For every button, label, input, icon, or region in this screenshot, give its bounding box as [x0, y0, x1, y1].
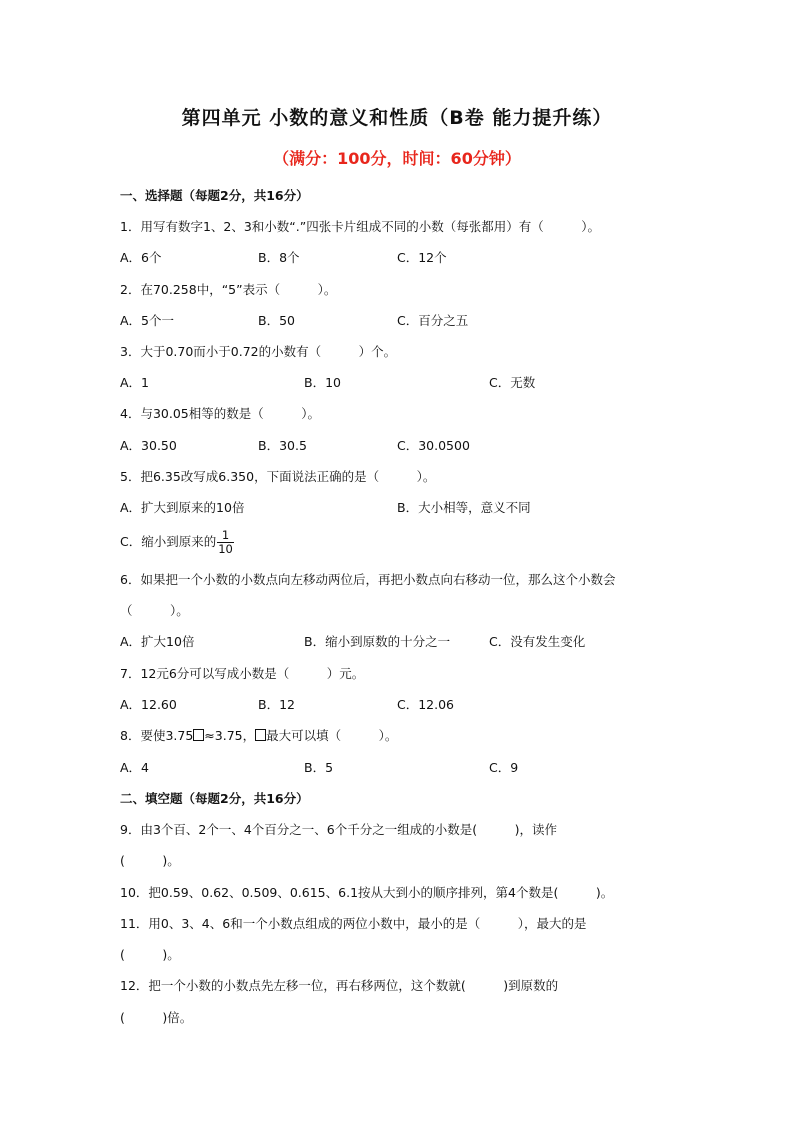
question-7: 7．12元6分可以写成小数是（ ）元。: [120, 666, 365, 681]
question-12-cont: ( )倍。: [120, 1010, 193, 1025]
q8-option-c: C．9: [489, 760, 519, 775]
q3-option-a: A．1: [120, 375, 150, 390]
question-5: 5．把6.35改写成6.350，下面说法正确的是（ ）。: [120, 469, 436, 484]
q2-option-a: A．5个一: [120, 313, 175, 328]
q5-option-a: A．扩大到原来的10倍: [120, 500, 245, 515]
q5-option-c: [120, 526, 234, 558]
q8-text-a: 8．要使3.75: [120, 728, 194, 743]
q2-option-b: B．50: [258, 313, 295, 328]
q8-option-a: A．4: [120, 760, 150, 775]
question-9-cont: ( )。: [120, 853, 180, 868]
q4-option-a: A．30.50: [120, 438, 177, 453]
q3-option-b: B．10: [304, 375, 341, 390]
q7-option-c: C．12.06: [397, 697, 455, 712]
question-2: 2．在70.258中，“5”表示（ ）。: [120, 282, 337, 297]
score-time-subtitle: （满分：100分，时间：60分钟）: [273, 149, 521, 168]
fraction-numerator: 1: [217, 529, 234, 543]
q2-option-c: C．百分之五: [397, 313, 469, 328]
question-1: 1．用写有数字1、2、3和小数“.”四张卡片组成不同的小数（每张都用）有（ ）。: [120, 219, 600, 234]
q8-option-b: B．5: [304, 760, 334, 775]
question-6-cont: （ ）。: [120, 603, 189, 618]
q1-option-b: B．8个: [258, 250, 300, 265]
page-title: 第四单元 小数的意义和性质（B卷 能力提升练）: [181, 107, 613, 129]
question-8: [120, 726, 397, 746]
q1-option-c: C．12个: [397, 250, 447, 265]
question-12: 12．把一个小数的小数点先左移一位，再右移两位，这个数就( )到原数的: [120, 978, 559, 993]
question-10: 10．把0.59、0.62、0.509、0.615、6.1按从大到小的顺序排列，第4个数是( )。: [120, 885, 614, 900]
q6-option-b: B．缩小到原数的十分之一: [304, 634, 451, 649]
q8-text-c: 最大可以填（ ）。: [266, 728, 398, 743]
q5-option-c-label: C．缩小到原来的: [120, 534, 217, 549]
question-3: 3．大于0.70而小于0.72的小数有（ ）个。: [120, 344, 397, 359]
q7-option-a: A．12.60: [120, 697, 177, 712]
q8-text-b: ≈3.75，: [204, 728, 256, 743]
section-heading-fill: 二、填空题（每题2分，共16分）: [120, 791, 309, 806]
question-11: 11．用0、3、4、6和一个小数点组成的两位小数中，最小的是（ ），最大的是: [120, 916, 587, 931]
blank-square-icon: [193, 729, 204, 741]
question-6: 6．如果把一个小数的小数点向左移动两位后，再把小数点向右移动一位，那么这个小数会: [120, 572, 616, 587]
section-heading-choice: 一、选择题（每题2分，共16分）: [120, 188, 309, 203]
q4-option-c: C．30.0500: [397, 438, 470, 453]
q4-option-b: B．30.5: [258, 438, 307, 453]
question-9: 9．由3个百、2个一、4个百分之一、6个千分之一组成的小数是( )，读作: [120, 822, 558, 837]
one-tenth-fraction: [217, 529, 234, 556]
question-4: 4．与30.05相等的数是（ ）。: [120, 406, 320, 421]
question-11-cont: ( )。: [120, 947, 180, 962]
q7-option-b: B．12: [258, 697, 295, 712]
q5-option-b: B．大小相等，意义不同: [397, 500, 531, 515]
fraction-denominator: 10: [218, 542, 233, 556]
q6-option-c: C．没有发生变化: [489, 634, 586, 649]
q1-option-a: A．6个: [120, 250, 162, 265]
blank-square-icon: [255, 729, 266, 741]
q6-option-a: A．扩大10倍: [120, 634, 195, 649]
q3-option-c: C．无数: [489, 375, 536, 390]
